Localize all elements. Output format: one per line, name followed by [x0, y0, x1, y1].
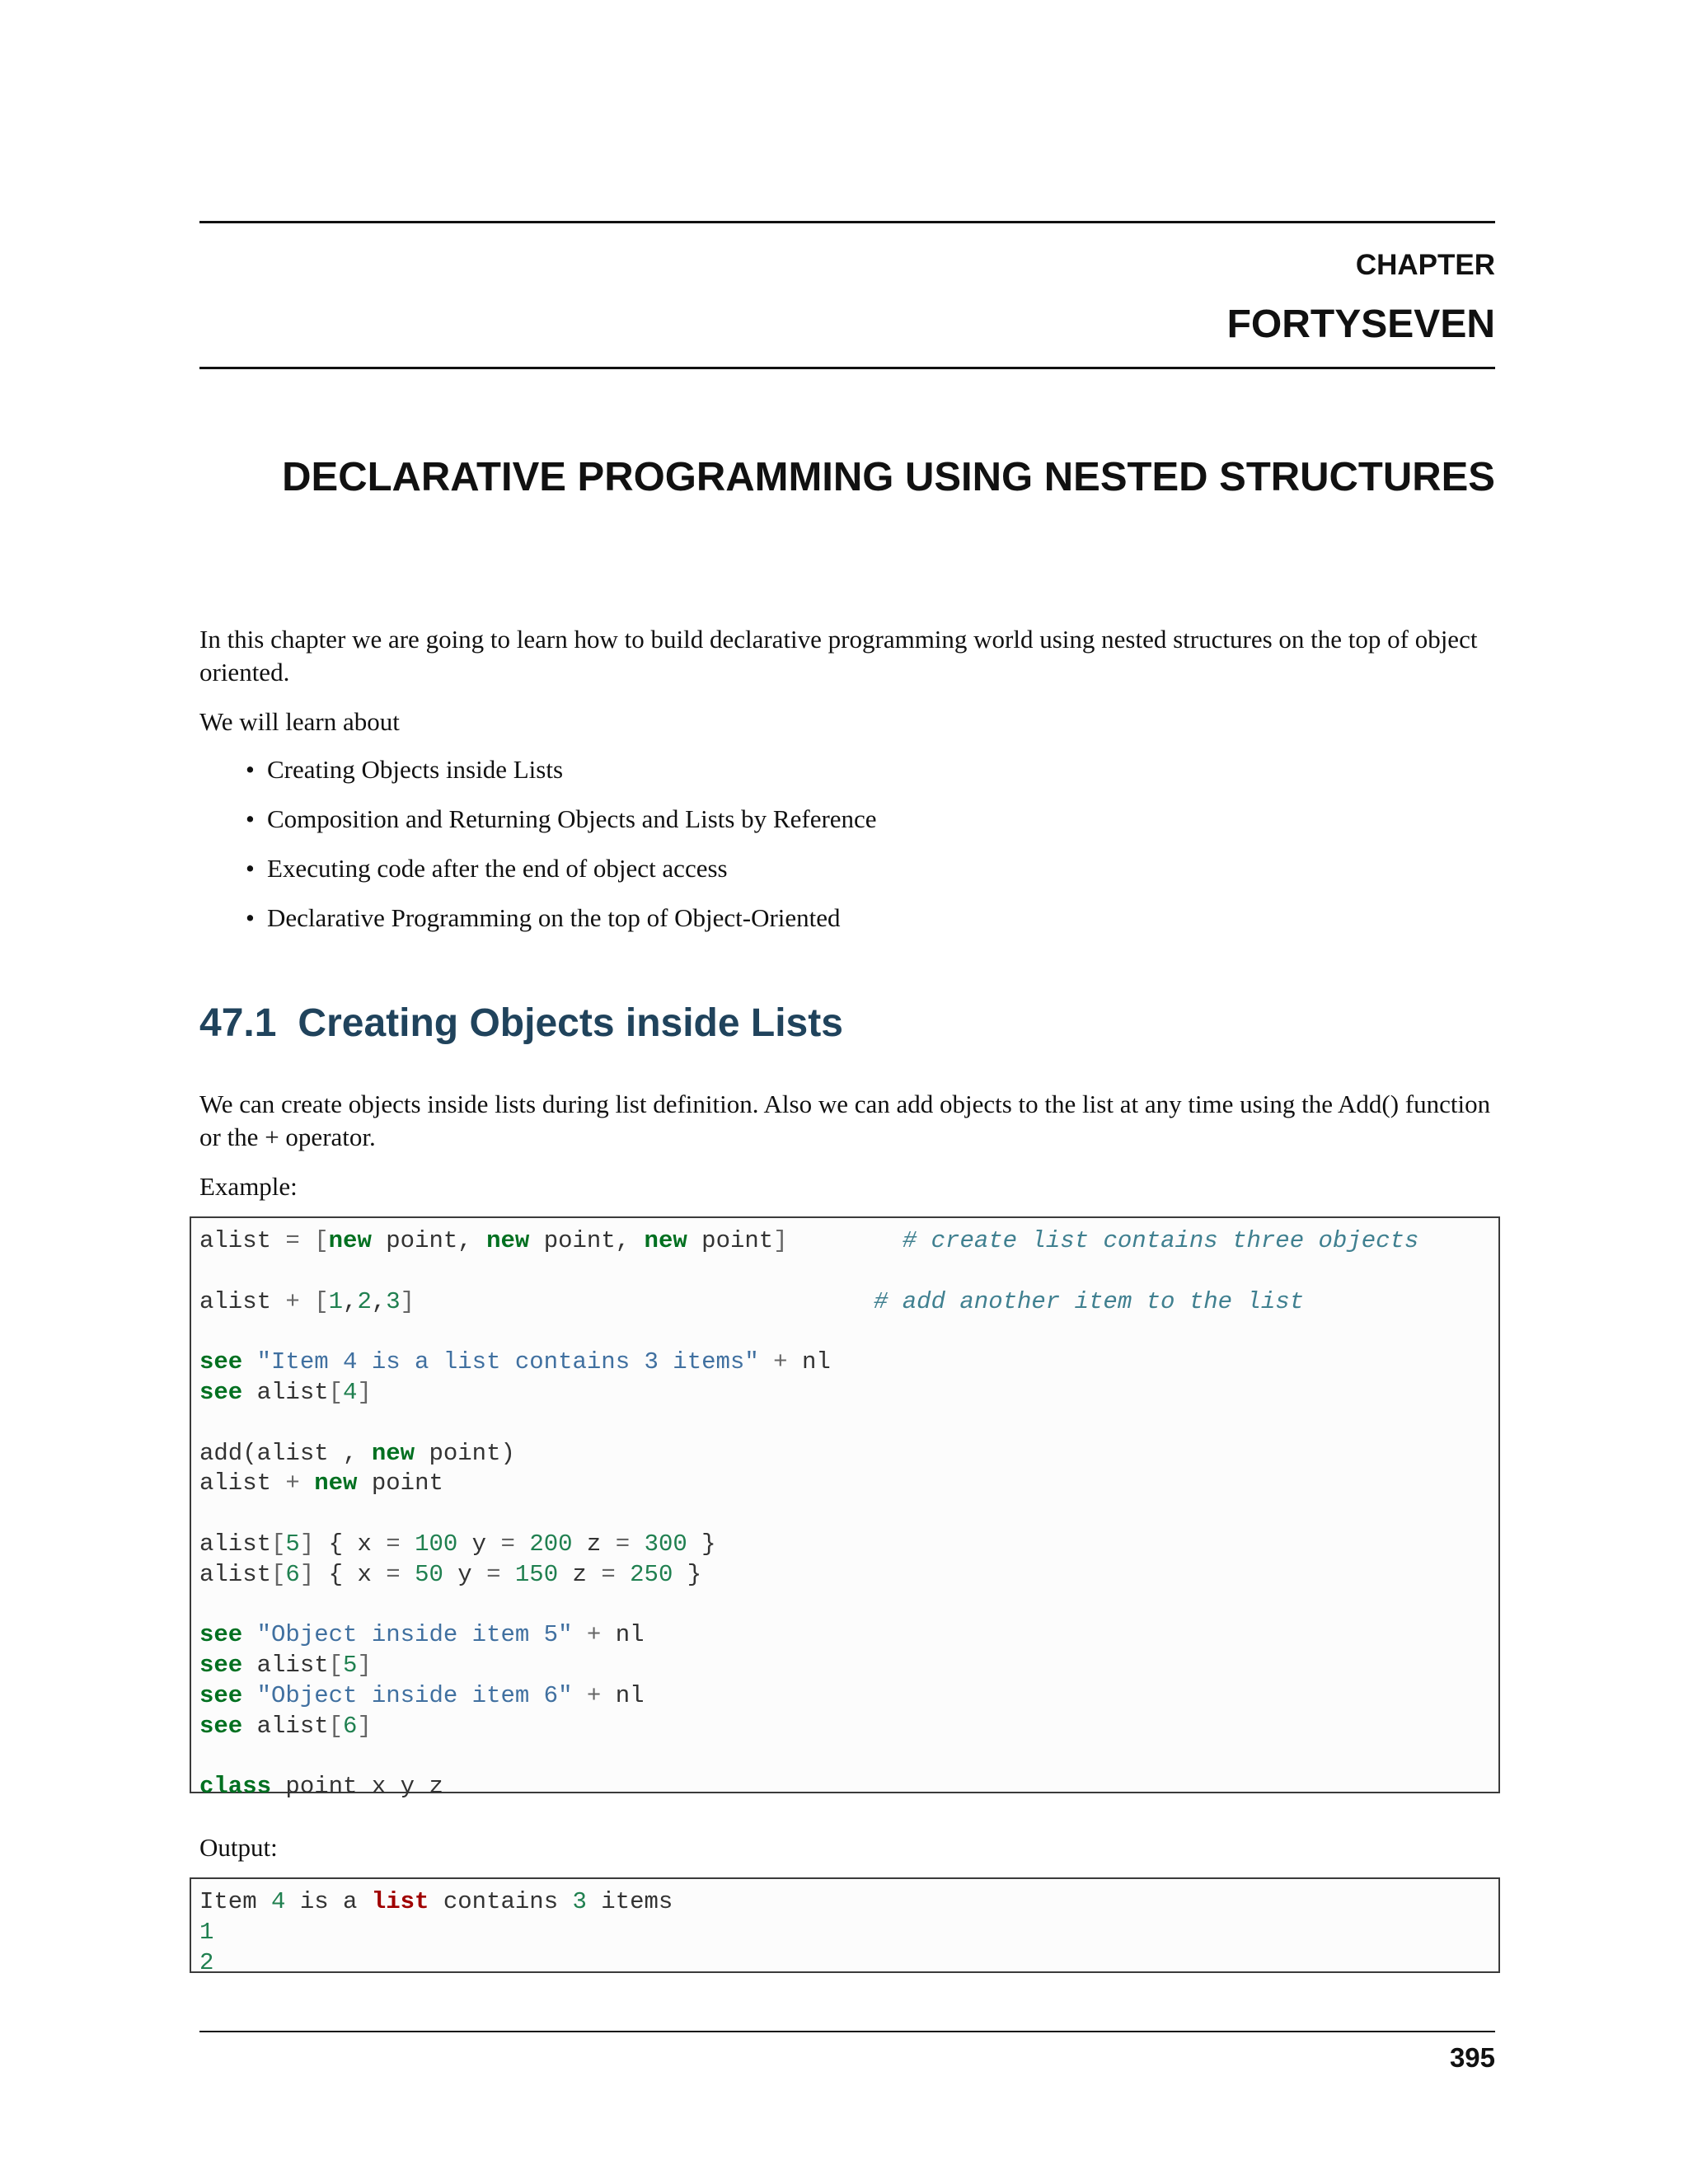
chapter-label: CHAPTER: [1355, 249, 1495, 281]
code-line-blank: [199, 1591, 1498, 1621]
section-title: Creating Objects inside Lists: [298, 1001, 843, 1045]
list-item: • Composition and Returning Objects and Lists by Reference: [246, 803, 877, 852]
code-line: see "Item 4 is a list contains 3 items" + nl: [199, 1348, 831, 1376]
code-line: see alist[4]: [199, 1378, 372, 1406]
example-label: Example:: [199, 1172, 298, 1201]
list-item: • Declarative Programming on the top of Object-Oriented: [246, 902, 877, 951]
bullet-icon: •: [246, 903, 255, 932]
bullet-icon: •: [246, 804, 255, 833]
code-line: class point x y z: [199, 1773, 443, 1801]
output-line: 2: [199, 1948, 214, 1976]
output-code-block[interactable]: [190, 1877, 1500, 1976]
output-line: Item 4 is a list contains 3 items: [199, 1888, 673, 1915]
code-line-blank: [199, 1742, 1498, 1773]
code-line: see alist[5]: [199, 1652, 372, 1680]
section-number: 47.1: [199, 1001, 277, 1045]
chapter-number: FORTYSEVEN: [1226, 302, 1495, 346]
example-code-block[interactable]: [190, 1216, 1500, 1801]
bullet-icon: •: [246, 854, 255, 883]
output-label: Output:: [199, 1833, 278, 1862]
topics-list: [246, 753, 877, 951]
code-line: add(alist , new point): [199, 1439, 515, 1467]
footer-rule: [199, 2031, 1495, 2032]
code-line: alist[5] { x = 100 y = 200 z = 300 }: [199, 1530, 716, 1558]
bullet-icon: •: [246, 755, 255, 784]
chapter-bottom-rule: [199, 367, 1495, 369]
code-line-blank: [199, 1317, 1498, 1347]
code-line: alist[6] { x = 50 y = 150 z = 250 }: [199, 1560, 702, 1588]
code-line-blank: [199, 1408, 1498, 1439]
code-line: alist + [1,2,3] # add another item to the list: [199, 1287, 1305, 1315]
learn-lead: We will learn about: [199, 707, 400, 736]
output-line: 1: [199, 1918, 214, 1946]
code-line: see "Object inside item 6" + nl: [199, 1681, 645, 1709]
code-line: see alist[6]: [199, 1712, 372, 1740]
list-item: • Executing code after the end of object access: [246, 852, 877, 902]
page-number: 395: [1449, 2042, 1495, 2073]
code-line: see "Object inside item 5" + nl: [199, 1621, 645, 1649]
section-heading: [199, 999, 843, 1048]
chapter-top-rule: [199, 221, 1495, 223]
code-line-blank: [199, 1257, 1498, 1287]
code-line-blank: [199, 1499, 1498, 1530]
list-item: • Creating Objects inside Lists: [246, 753, 877, 803]
section-paragraph: We can create objects inside lists during list definition. Also we can add objects to the list at any time using the Add() function or the + operator.: [199, 1090, 1491, 1151]
code-line: alist + new point: [199, 1469, 443, 1497]
chapter-title: DECLARATIVE PROGRAMMING USING NESTED STRUCTURES: [282, 455, 1495, 499]
code-line: alist = [new point, new point, new point] # create list contains three objects: [199, 1227, 1419, 1254]
intro-paragraph: In this chapter we are going to learn how to build declarative programming world using nested structures on the top of object oriented.: [199, 625, 1478, 687]
